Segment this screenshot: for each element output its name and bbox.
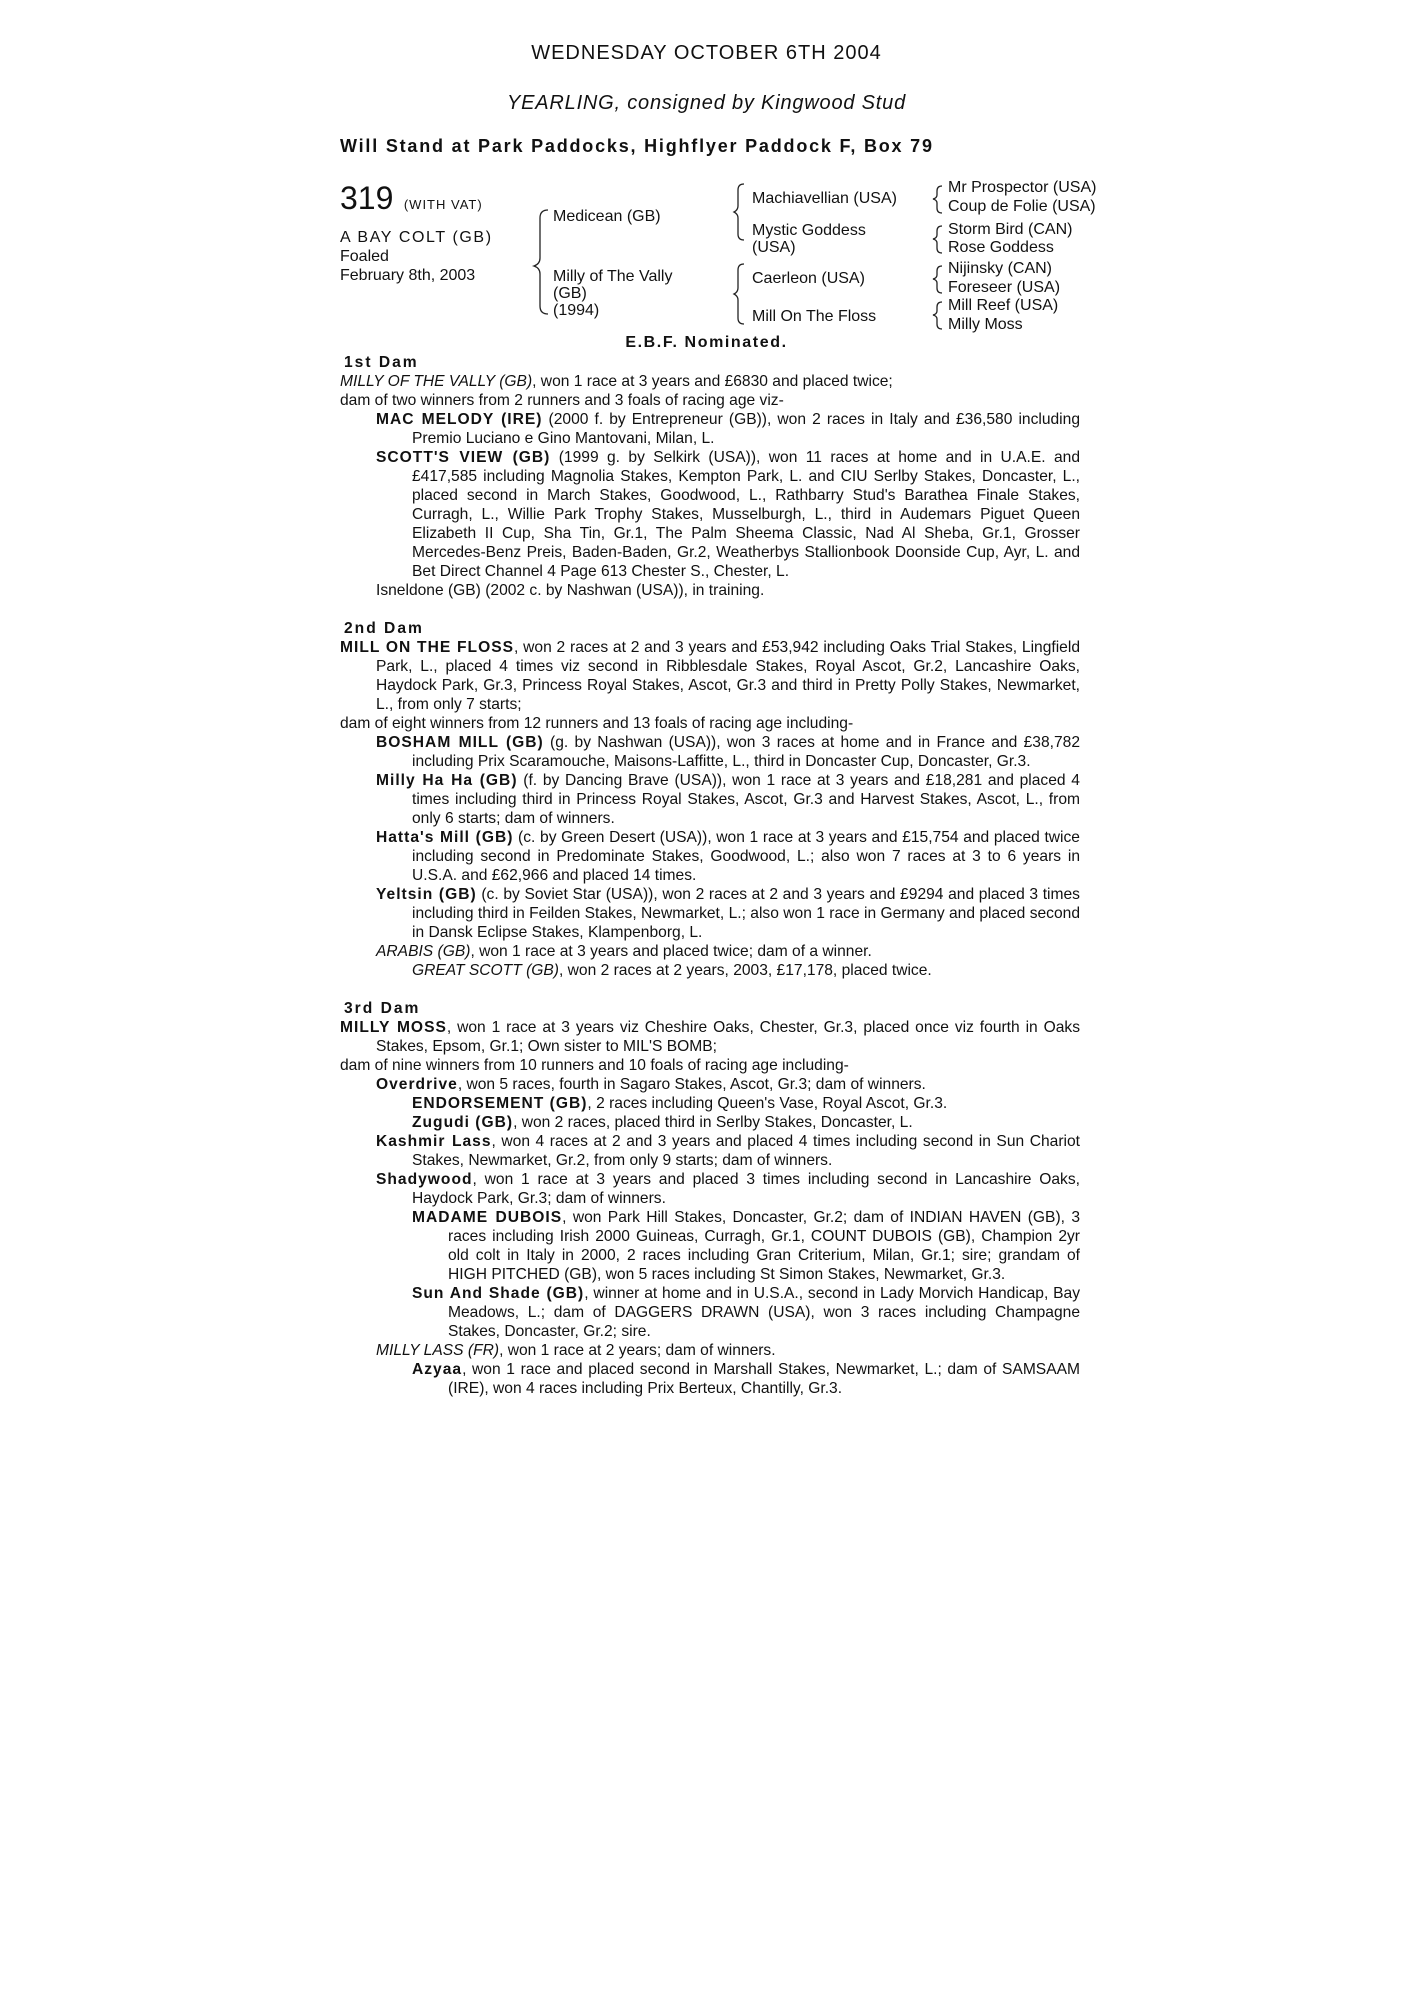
horse-record: , won 2 races, placed third in Serlby Stakes, Doncaster, L. <box>513 1114 913 1131</box>
family-details <box>340 353 1080 1398</box>
foaled-date: February 8th, 2003 <box>340 267 476 284</box>
ped-dss: Nijinsky (CAN) <box>948 260 1052 277</box>
lot-number: 319 <box>340 180 394 216</box>
ped-sire-dam-name: Mystic Goddess <box>752 222 866 239</box>
horse-record: , won 1 race at 2 years; dam of winners. <box>499 1342 776 1359</box>
brace-dd <box>933 302 942 329</box>
horse-record: , won 1 race at 3 years and placed twice; dam of a winner. <box>470 943 872 960</box>
horse-record: , won 2 races at 2 years, 2003, £17,178, placed twice. <box>558 962 932 979</box>
ped-dam-year: (1994) <box>553 302 600 319</box>
horse-record: (c. by Green Desert (USA)), won 1 race at 3 years and £15,754 and placed twice including second in Predominate Stakes, Goodwood, L.; also won 7 races at 3 to 6 years in U.S.A. and £62,966 and placed 14 times. <box>412 829 1080 884</box>
produce-entry <box>340 1094 1080 1113</box>
horse-name: MAC MELODY (IRE) <box>376 411 543 428</box>
third-dam-produce: dam of nine winners from 10 runners and 10 foals of racing age including- <box>340 1057 849 1074</box>
first-dam-paragraph <box>340 372 1080 391</box>
horse-name: Zugudi (GB) <box>412 1114 514 1131</box>
produce-entry <box>340 942 1080 961</box>
ped-dam-name: Milly of The Vally <box>553 268 673 285</box>
produce-entry <box>340 1284 1080 1341</box>
produce-entry <box>340 410 1080 448</box>
ebf-nominated: E.B.F. Nominated. <box>625 334 788 351</box>
stable-location: Will Stand at Park Paddocks, Highflyer Paddock F, Box 79 <box>340 136 934 156</box>
first-dam-title: 1st Dam <box>344 354 419 371</box>
horse-record: (g. by Nashwan (USA)), won 3 races at home and in France and £38,782 including Prix Scaramouche, Maisons-Laffitte, L., third in Doncaster Cup, Doncaster, Gr.3. <box>412 734 1080 770</box>
produce-entry: Isneldone (GB) (2002 c. by Nashwan (USA)), in training. <box>376 582 765 599</box>
produce-entry <box>340 448 1080 581</box>
horse-name: MILLY LASS (FR) <box>376 1342 500 1359</box>
dam-record: , won 1 race at 3 years and £6830 and placed twice; <box>532 373 893 390</box>
produce-entry <box>340 771 1080 828</box>
sale-date: WEDNESDAY OCTOBER 6TH 2004 <box>531 42 882 64</box>
pedigree-braces <box>0 0 1413 340</box>
dam-name: MILL ON THE FLOSS <box>340 639 515 656</box>
produce-entry <box>340 1170 1080 1208</box>
brace-sire <box>734 184 744 240</box>
produce-entry <box>340 828 1080 885</box>
ped-dam-sire: Caerleon (USA) <box>752 270 865 287</box>
horse-record: , won Park Hill Stakes, Doncaster, Gr.2; dam of INDIAN HAVEN (GB), 3 races including Irish 2000 Guineas, Curragh, Gr.1, COUNT DUBOIS (GB), Champion 2yr old colt in Italy in 2000, 2 races including Gran Criterium, Milan, Gr.1; sire; grandam of HIGH PITCHED (GB), won 5 races including St Simon Stakes, Newmarket, Gr.3. <box>448 1209 1080 1283</box>
produce-entry <box>340 885 1080 942</box>
horse-name: Milly Ha Ha (GB) <box>376 772 518 789</box>
first-dam-produce: dam of two winners from 2 runners and 3 foals of racing age viz- <box>340 392 784 409</box>
lot-subtitle: YEARLING, consigned by Kingwood Stud <box>506 92 906 114</box>
ped-sire-dam <box>752 222 866 256</box>
horse-name: Sun And Shade (GB) <box>412 1285 585 1302</box>
brace-dam <box>734 264 744 324</box>
third-dam-title: 3rd Dam <box>344 1000 421 1017</box>
horse-name: ENDORSEMENT (GB) <box>412 1095 588 1112</box>
dam-name: MILLY MOSS <box>340 1019 447 1036</box>
horse-name: ARABIS (GB) <box>376 943 471 960</box>
produce-entry <box>340 733 1080 771</box>
horse-name: Shadywood <box>376 1171 473 1188</box>
dam-record: , won 2 races at 2 and 3 years and £53,942 including Oaks Trial Stakes, Lingfield Park, L., placed 4 times viz second in Ribblesdale Stakes, Royal Ascot, Gr.2, Lancashire Oaks, Haydock Park, Gr.3, Princess Royal Stakes, Ascot, Gr.3 and third in Pretty Polly Stakes, Newmarket, L., from only 7 starts; <box>376 639 1080 713</box>
horse-name: Kashmir Lass <box>376 1133 492 1150</box>
brace-ss <box>933 186 942 213</box>
ped-dds: Mill Reef (USA) <box>948 297 1059 314</box>
horse-record: , won 1 race at 3 years and placed 3 times including second in Lancashire Oaks, Haydock Park, Gr.3; dam of winners. <box>412 1171 1080 1207</box>
produce-entry <box>340 1208 1080 1284</box>
second-dam-title: 2nd Dam <box>344 620 424 637</box>
ped-dam-origin: (GB) <box>553 285 587 302</box>
horse-record: (c. by Soviet Star (USA)), won 2 races at 2 and 3 years and £9294 and placed 3 times including third in Feilden Stakes, Newmarket, L.; also won 1 race in Germany and placed second in Dansk Eclipse Stakes, Klampenborg, L. <box>412 886 1080 941</box>
brace-sd <box>933 226 942 253</box>
produce-entry <box>340 961 1080 980</box>
produce-entry <box>340 1113 1080 1132</box>
ped-sire-sire: Machiavellian (USA) <box>752 190 897 207</box>
dam-record: , won 1 race at 3 years viz Cheshire Oaks, Chester, Gr.3, placed once viz fourth in Oaks Stakes, Epsom, Gr.1; Own sister to MIL'S BOMB; <box>376 1019 1080 1055</box>
second-dam-produce: dam of eight winners from 12 runners and 13 foals of racing age including- <box>340 715 854 732</box>
horse-record: , won 4 races at 2 and 3 years and placed 4 times including second in Sun Chariot Stakes, Newmarket, Gr.2, from only 9 starts; dam of winners. <box>412 1133 1080 1169</box>
horse-record: , 2 races including Queen's Vase, Royal Ascot, Gr.3. <box>587 1095 948 1112</box>
horse-record: , won 5 races, fourth in Sagaro Stakes, Ascot, Gr.3; dam of winners. <box>457 1076 926 1093</box>
produce-entry <box>340 1341 1080 1360</box>
ped-sire-dam-origin: (USA) <box>752 239 796 256</box>
horse-name: SCOTT'S VIEW (GB) <box>376 449 551 466</box>
horse-name: MADAME DUBOIS <box>412 1209 563 1226</box>
horse-record: (1999 g. by Selkirk (USA)), won 11 races at home and in U.A.E. and £417,585 including Magnolia Stakes, Kempton Park, L. and CIU Serlby Stakes, Doncaster, L., placed second in March Stakes, Goodwood, L., Rathbarry Stud's Barathea Finale Stakes, Curragh, L., Willie Park Trophy Stakes, Musselburgh, L., third in Audemars Piguet Queen Elizabeth II Cup, Sha Tin, Gr.1, The Palm Sheema Classic, Nad Al Sheba, Gr.1, Grosser Mercedes-Benz Preis, Baden-Baden, Gr.2, Weatherbys Stallionbook Doonside Cup, Ayr, L. and Bet Direct Channel 4 Page 613 Chester S., Chester, L. <box>412 449 1081 580</box>
horse-record: , won 1 race and placed second in Marshall Stakes, Newmarket, L.; dam of SAMSAAM (IRE), won 4 races including Prix Berteux, Chantilly, Gr.3. <box>448 1361 1080 1397</box>
horse-name: Hatta's Mill (GB) <box>376 829 514 846</box>
ped-sss: Mr Prospector (USA) <box>948 179 1097 196</box>
produce-entry <box>340 1132 1080 1170</box>
ped-ddd: Milly Moss <box>948 316 1023 333</box>
horse-name: BOSHAM MILL (GB) <box>376 734 544 751</box>
ped-sire: Medicean (GB) <box>553 208 661 225</box>
produce-entry <box>340 1360 1080 1398</box>
second-dam-paragraph <box>340 638 1080 714</box>
ped-sdd: Rose Goddess <box>948 239 1054 256</box>
lot-vat: (WITH VAT) <box>403 197 483 212</box>
ped-sds: Storm Bird (CAN) <box>948 221 1073 238</box>
ped-ssd: Coup de Folie (USA) <box>948 198 1096 215</box>
third-dam-paragraph <box>340 1018 1080 1056</box>
produce-entry <box>340 1075 1080 1094</box>
dam-name: MILLY OF THE VALLY (GB) <box>340 373 533 390</box>
horse-record: , winner at home and in U.S.A., second in Lady Morvich Handicap, Bay Meadows, L.; dam of DAGGERS DRAWN (USA), won 3 races including Champagne Stakes, Doncaster, Gr.2; sire. <box>448 1285 1080 1340</box>
horse-name: Azyaa <box>412 1361 463 1378</box>
ped-dam <box>553 268 672 319</box>
ped-dsd: Foreseer (USA) <box>948 279 1061 296</box>
horse-name: GREAT SCOTT (GB) <box>412 962 559 979</box>
brace-parents <box>534 210 548 314</box>
brace-ds <box>933 266 942 293</box>
horse-record: (2000 f. by Entrepreneur (GB)), won 2 races in Italy and £36,580 including Premio Luciano e Gino Mantovani, Milan, L. <box>412 411 1080 447</box>
colt-name: A BAY COLT (GB) <box>340 229 493 246</box>
horse-name: Yeltsin (GB) <box>376 886 477 903</box>
horse-record: (f. by Dancing Brave (USA)), won 1 race at 3 years and £18,281 and placed 4 times including third in Princess Royal Stakes, Ascot, Gr.3 and Harvest Stakes, Ascot, L., from only 6 starts; dam of winners. <box>412 772 1080 827</box>
ped-dam-dam: Mill On The Floss <box>752 308 877 325</box>
horse-name: Overdrive <box>376 1076 458 1093</box>
foaled-label: Foaled <box>340 248 389 265</box>
